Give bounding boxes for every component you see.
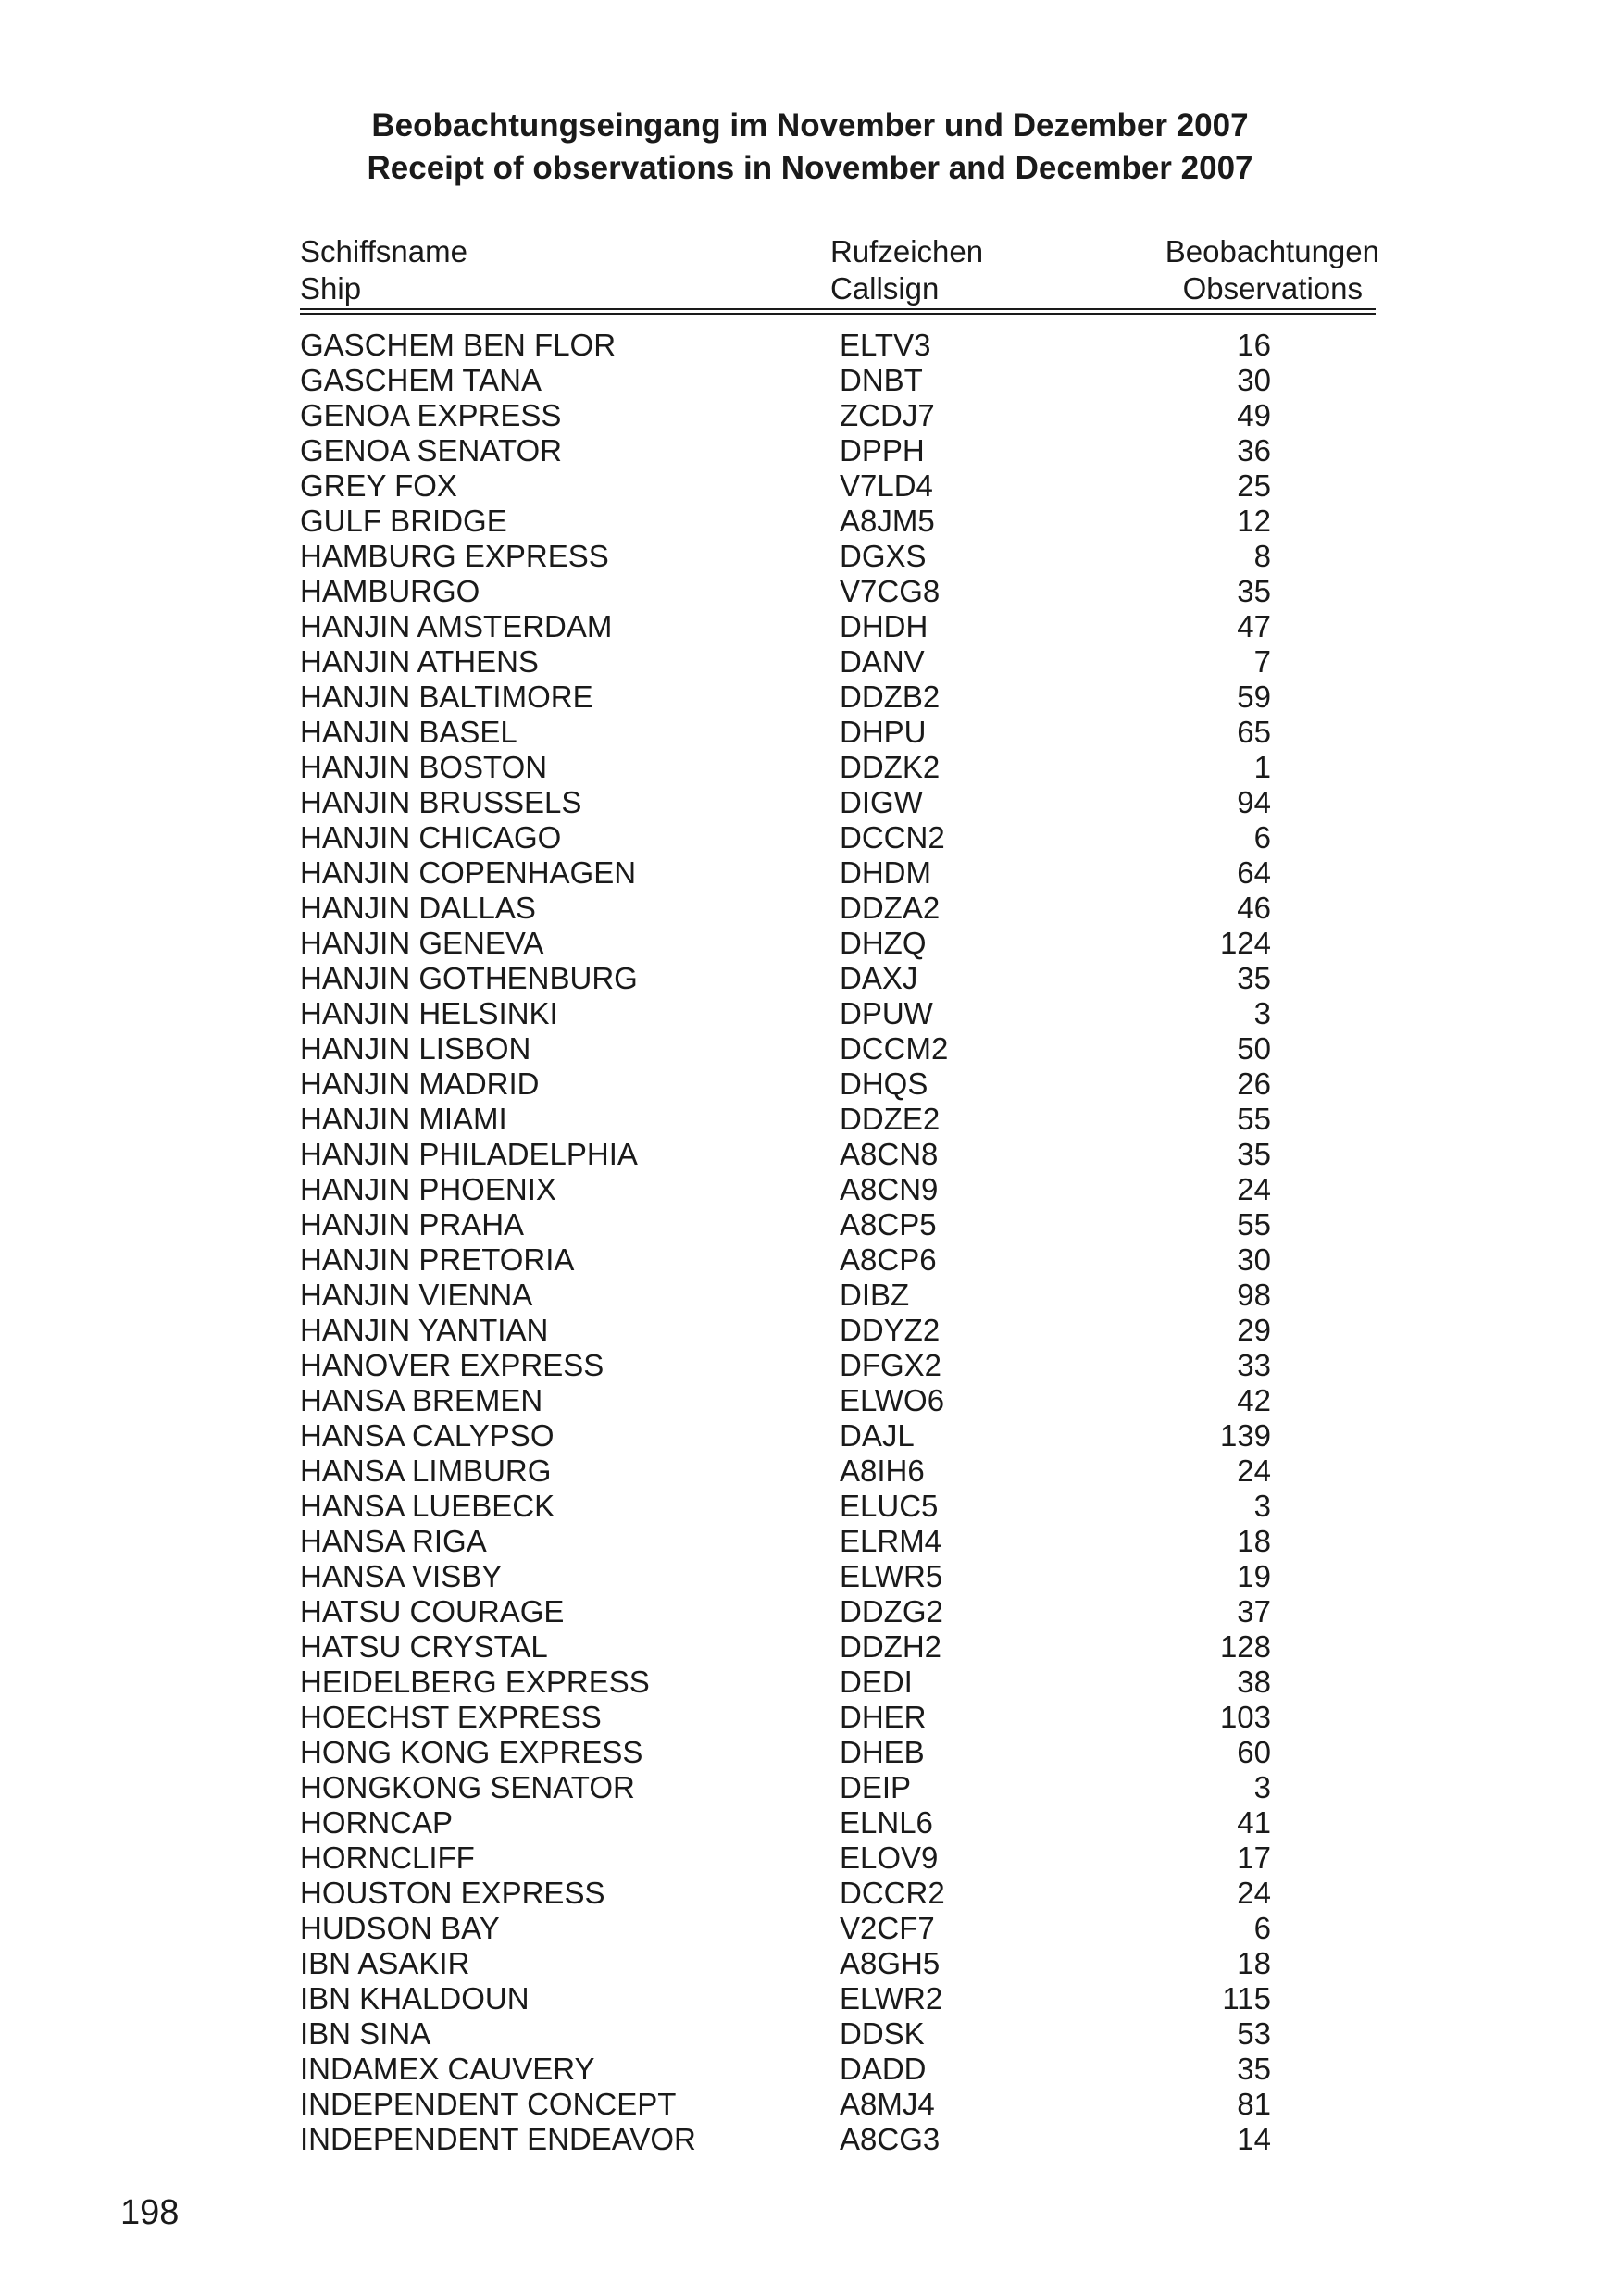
observations-cell: 25 — [1237, 468, 1271, 503]
table-row — [300, 504, 1376, 539]
callsign-cell: A8CN8 — [840, 1137, 939, 1171]
observations-cell: 36 — [1237, 433, 1271, 468]
header-divider-top — [300, 308, 1376, 310]
table-row — [300, 1102, 1376, 1137]
callsign-cell: DDYZ2 — [840, 1313, 941, 1347]
callsign-cell: DCCM2 — [840, 1031, 949, 1066]
table-row — [300, 539, 1376, 574]
ship-name-cell: HONG KONG EXPRESS — [300, 1735, 643, 1769]
observations-cell: 7 — [1253, 644, 1271, 679]
ship-name-cell: HANJIN DALLAS — [300, 891, 536, 925]
table-row — [300, 715, 1376, 750]
callsign-cell: DDZB2 — [840, 680, 941, 714]
observations-cell: 37 — [1237, 1594, 1271, 1628]
observations-cell: 18 — [1237, 1946, 1271, 1980]
ship-name-cell: HANJIN YANTIAN — [300, 1313, 549, 1347]
callsign-cell: DHEB — [840, 1735, 925, 1769]
observations-cell: 65 — [1237, 715, 1271, 749]
table-row — [300, 1665, 1376, 1700]
ship-name-cell: GENOA EXPRESS — [300, 398, 562, 432]
table-row — [300, 1805, 1376, 1841]
callsign-cell: DDZE2 — [840, 1102, 941, 1136]
callsign-cell: A8CN9 — [840, 1172, 939, 1206]
page-number: 198 — [120, 2193, 180, 2232]
ship-name-cell: HANJIN GENEVA — [300, 926, 544, 960]
table-row — [300, 468, 1376, 504]
ship-name-cell: HOECHST EXPRESS — [300, 1700, 602, 1734]
table-row — [300, 328, 1376, 363]
ship-name-cell: HANJIN BASEL — [300, 715, 517, 749]
callsign-cell: ELNL6 — [840, 1805, 933, 1840]
observations-cell: 35 — [1237, 2052, 1271, 2086]
observations-cell: 103 — [1219, 1700, 1271, 1734]
table-row — [300, 785, 1376, 820]
table-row — [300, 1489, 1376, 1524]
column-header-ship-german: Schiffsname — [300, 234, 467, 268]
callsign-cell: A8CG3 — [840, 2122, 941, 2156]
table-row — [300, 398, 1376, 433]
ship-name-cell: HANJIN BALTIMORE — [300, 680, 593, 714]
ship-name-cell: INDEPENDENT CONCEPT — [300, 2087, 677, 2121]
ship-name-cell: HANJIN MIAMI — [300, 1102, 507, 1136]
table-row — [300, 2087, 1376, 2122]
callsign-cell: DCCR2 — [840, 1876, 945, 1910]
table-row — [300, 1700, 1376, 1735]
callsign-cell: A8IH6 — [840, 1454, 925, 1488]
callsign-cell: A8MJ4 — [840, 2087, 935, 2121]
observations-cell: 47 — [1237, 609, 1271, 643]
ship-name-cell: GASCHEM TANA — [300, 363, 542, 397]
table-row — [300, 926, 1376, 961]
observations-cell: 115 — [1222, 1981, 1271, 2015]
callsign-cell: DNBT — [840, 363, 923, 397]
callsign-cell: V7LD4 — [840, 468, 933, 503]
callsign-cell: ELTV3 — [840, 328, 931, 362]
ship-name-cell: IBN ASAKIR — [300, 1946, 470, 1980]
callsign-cell: DPUW — [840, 996, 933, 1030]
observations-cell: 3 — [1253, 1770, 1271, 1804]
ship-name-cell: HATSU CRYSTAL — [300, 1629, 548, 1664]
callsign-cell: A8CP5 — [840, 1207, 937, 1242]
observations-cell: 81 — [1237, 2087, 1271, 2121]
table-row — [300, 750, 1376, 785]
table-row — [300, 1031, 1376, 1067]
observations-cell: 42 — [1237, 1383, 1271, 1417]
column-header-callsign-english: Callsign — [830, 271, 940, 306]
callsign-cell: DHQS — [840, 1067, 928, 1101]
ship-name-cell: HUDSON BAY — [300, 1911, 500, 1945]
observations-cell: 12 — [1237, 504, 1271, 538]
observations-cell: 1 — [1253, 750, 1271, 784]
callsign-cell: A8JM5 — [840, 504, 935, 538]
observations-cell: 6 — [1253, 1911, 1271, 1945]
observations-cell: 35 — [1237, 574, 1271, 608]
observations-cell: 50 — [1237, 1031, 1271, 1066]
ship-name-cell: HANJIN ATHENS — [300, 644, 539, 679]
ship-name-cell: HANSA LUEBECK — [300, 1489, 555, 1523]
page-title-english: Receipt of observations in November and December 2007 — [367, 150, 1253, 186]
observations-cell: 139 — [1219, 1418, 1271, 1453]
ship-name-cell: HANSA RIGA — [300, 1524, 487, 1558]
table-row — [300, 1207, 1376, 1242]
table-row — [300, 855, 1376, 891]
ship-name-cell: IBN KHALDOUN — [300, 1981, 530, 2015]
ship-name-cell: HANJIN VIENNA — [300, 1278, 533, 1312]
callsign-cell: DIGW — [840, 785, 923, 819]
observations-cell: 55 — [1237, 1102, 1271, 1136]
callsign-cell: ELRM4 — [840, 1524, 942, 1558]
callsign-cell: ELWO6 — [840, 1383, 945, 1417]
ship-name-cell: HORNCAP — [300, 1805, 454, 1840]
ship-name-cell: GENOA SENATOR — [300, 433, 563, 468]
ship-name-cell: HANJIN PHILADELPHIA — [300, 1137, 638, 1171]
observations-cell: 35 — [1237, 961, 1271, 995]
table-row — [300, 996, 1376, 1031]
observations-cell: 124 — [1219, 926, 1271, 960]
callsign-cell: DIBZ — [840, 1278, 910, 1312]
ship-name-cell: HANOVER EXPRESS — [300, 1348, 604, 1382]
ship-name-cell: HOUSTON EXPRESS — [300, 1876, 605, 1910]
table-row — [300, 644, 1376, 680]
observations-cell: 55 — [1237, 1207, 1271, 1242]
ship-name-cell: HANJIN BOSTON — [300, 750, 548, 784]
observations-cell: 33 — [1237, 1348, 1271, 1382]
callsign-cell: ZCDJ7 — [840, 398, 935, 432]
ship-name-cell: INDEPENDENT ENDEAVOR — [300, 2122, 696, 2156]
observations-cell: 60 — [1237, 1735, 1271, 1769]
observations-cell: 29 — [1237, 1313, 1271, 1347]
observations-cell: 24 — [1237, 1876, 1271, 1910]
table-row — [300, 574, 1376, 609]
callsign-cell: V7CG8 — [840, 574, 941, 608]
table-row — [300, 1172, 1376, 1207]
table-row — [300, 1313, 1376, 1348]
ship-name-cell: HEIDELBERG EXPRESS — [300, 1665, 650, 1699]
table-row — [300, 680, 1376, 715]
table-row — [300, 433, 1376, 468]
ship-name-cell: HANJIN GOTHENBURG — [300, 961, 638, 995]
table-row — [300, 891, 1376, 926]
callsign-cell: DHPU — [840, 715, 927, 749]
observations-table — [300, 328, 1376, 2157]
observations-cell: 30 — [1237, 363, 1271, 397]
ship-name-cell: GULF BRIDGE — [300, 504, 507, 538]
callsign-cell: ELUC5 — [840, 1489, 939, 1523]
observations-cell: 16 — [1237, 328, 1271, 362]
table-row — [300, 1454, 1376, 1489]
ship-name-cell: HANSA VISBY — [300, 1559, 503, 1593]
ship-name-cell: HANSA LIMBURG — [300, 1454, 552, 1488]
table-row — [300, 609, 1376, 644]
observations-cell: 24 — [1237, 1172, 1271, 1206]
table-row — [300, 1876, 1376, 1911]
table-row — [300, 363, 1376, 398]
observations-cell: 6 — [1253, 820, 1271, 855]
callsign-cell: DDZG2 — [840, 1594, 943, 1628]
observations-cell: 35 — [1237, 1137, 1271, 1171]
column-header-observations-german: Beobachtungen — [1165, 234, 1379, 268]
column-header-callsign-german: Rufzeichen — [830, 234, 984, 268]
header-divider-bottom — [300, 313, 1376, 315]
observations-cell: 46 — [1237, 891, 1271, 925]
table-row — [300, 1841, 1376, 1876]
table-row — [300, 1594, 1376, 1629]
table-row — [300, 1946, 1376, 1981]
callsign-cell: DHER — [840, 1700, 927, 1734]
observations-cell: 24 — [1237, 1454, 1271, 1488]
observations-cell: 38 — [1237, 1665, 1271, 1699]
callsign-cell: DPPH — [840, 433, 925, 468]
ship-name-cell: HANJIN PRETORIA — [300, 1242, 575, 1277]
ship-name-cell: HATSU COURAGE — [300, 1594, 565, 1628]
ship-name-cell: HONGKONG SENATOR — [300, 1770, 635, 1804]
table-row — [300, 820, 1376, 855]
table-row — [300, 1418, 1376, 1454]
ship-name-cell: GREY FOX — [300, 468, 457, 503]
table-row — [300, 1911, 1376, 1946]
observations-cell: 94 — [1237, 785, 1271, 819]
observations-cell: 49 — [1237, 398, 1271, 432]
observations-cell: 3 — [1253, 1489, 1271, 1523]
callsign-cell: DFGX2 — [840, 1348, 942, 1382]
ship-name-cell: HAMBURGO — [300, 574, 480, 608]
callsign-cell: DHZQ — [840, 926, 927, 960]
ship-name-cell: HANJIN AMSTERDAM — [300, 609, 613, 643]
table-row — [300, 1383, 1376, 1418]
table-row — [300, 2016, 1376, 2052]
callsign-cell: DDSK — [840, 2016, 925, 2051]
callsign-cell: DDZA2 — [840, 891, 941, 925]
column-header-ship-english: Ship — [300, 271, 362, 306]
observations-cell: 19 — [1237, 1559, 1271, 1593]
observations-cell: 128 — [1219, 1629, 1271, 1664]
table-row — [300, 1242, 1376, 1278]
observations-cell: 64 — [1237, 855, 1271, 890]
callsign-cell: DHDH — [840, 609, 928, 643]
ship-name-cell: INDAMEX CAUVERY — [300, 2052, 595, 2086]
callsign-cell: DANV — [840, 644, 925, 679]
observations-cell: 30 — [1237, 1242, 1271, 1277]
observations-cell: 17 — [1237, 1841, 1271, 1875]
observations-cell: 8 — [1253, 539, 1271, 573]
ship-name-cell: HANJIN MADRID — [300, 1067, 540, 1101]
table-row — [300, 1137, 1376, 1172]
ship-name-cell: HANJIN PHOENIX — [300, 1172, 556, 1206]
callsign-cell: DEDI — [840, 1665, 913, 1699]
table-row — [300, 2052, 1376, 2087]
callsign-cell: ELWR5 — [840, 1559, 943, 1593]
page-title-german: Beobachtungseingang im November und Dezember 2007 — [371, 107, 1249, 144]
table-row — [300, 2122, 1376, 2157]
callsign-cell: DDZK2 — [840, 750, 941, 784]
ship-name-cell: IBN SINA — [300, 2016, 431, 2051]
table-row — [300, 1348, 1376, 1383]
observations-cell: 18 — [1237, 1524, 1271, 1558]
ship-name-cell: HANJIN CHICAGO — [300, 820, 562, 855]
callsign-cell: ELWR2 — [840, 1981, 943, 2015]
ship-name-cell: HAMBURG EXPRESS — [300, 539, 609, 573]
table-row — [300, 1629, 1376, 1665]
ship-name-cell: HANJIN HELSINKI — [300, 996, 558, 1030]
callsign-cell: DGXS — [840, 539, 927, 573]
table-row — [300, 1278, 1376, 1313]
callsign-cell: A8CP6 — [840, 1242, 937, 1277]
column-header-observations-english: Observations — [1182, 271, 1363, 306]
callsign-cell: DDZH2 — [840, 1629, 942, 1664]
table-row — [300, 1981, 1376, 2016]
observations-cell: 98 — [1237, 1278, 1271, 1312]
observations-cell: 14 — [1237, 2122, 1271, 2156]
table-row — [300, 961, 1376, 996]
ship-name-cell: HANJIN PRAHA — [300, 1207, 525, 1242]
observations-cell: 3 — [1253, 996, 1271, 1030]
ship-name-cell: GASCHEM BEN FLOR — [300, 328, 617, 362]
table-row — [300, 1559, 1376, 1594]
table-row — [300, 1735, 1376, 1770]
observations-cell: 26 — [1237, 1067, 1271, 1101]
table-row — [300, 1770, 1376, 1805]
callsign-cell: DHDM — [840, 855, 931, 890]
callsign-cell: ELOV9 — [840, 1841, 939, 1875]
observations-cell: 53 — [1237, 2016, 1271, 2051]
callsign-cell: DCCN2 — [840, 820, 945, 855]
ship-name-cell: HORNCLIFF — [300, 1841, 475, 1875]
ship-name-cell: HANJIN LISBON — [300, 1031, 531, 1066]
observations-cell: 41 — [1237, 1805, 1271, 1840]
callsign-cell: DEIP — [840, 1770, 912, 1804]
ship-name-cell: HANJIN BRUSSELS — [300, 785, 582, 819]
callsign-cell: DAXJ — [840, 961, 918, 995]
table-row — [300, 1067, 1376, 1102]
ship-name-cell: HANSA BREMEN — [300, 1383, 543, 1417]
callsign-cell: DADD — [840, 2052, 927, 2086]
callsign-cell: V2CF7 — [840, 1911, 935, 1945]
callsign-cell: DAJL — [840, 1418, 915, 1453]
ship-name-cell: HANSA CALYPSO — [300, 1418, 555, 1453]
ship-name-cell: HANJIN COPENHAGEN — [300, 855, 637, 890]
callsign-cell: A8GH5 — [840, 1946, 941, 1980]
table-row — [300, 1524, 1376, 1559]
observations-cell: 59 — [1237, 680, 1271, 714]
